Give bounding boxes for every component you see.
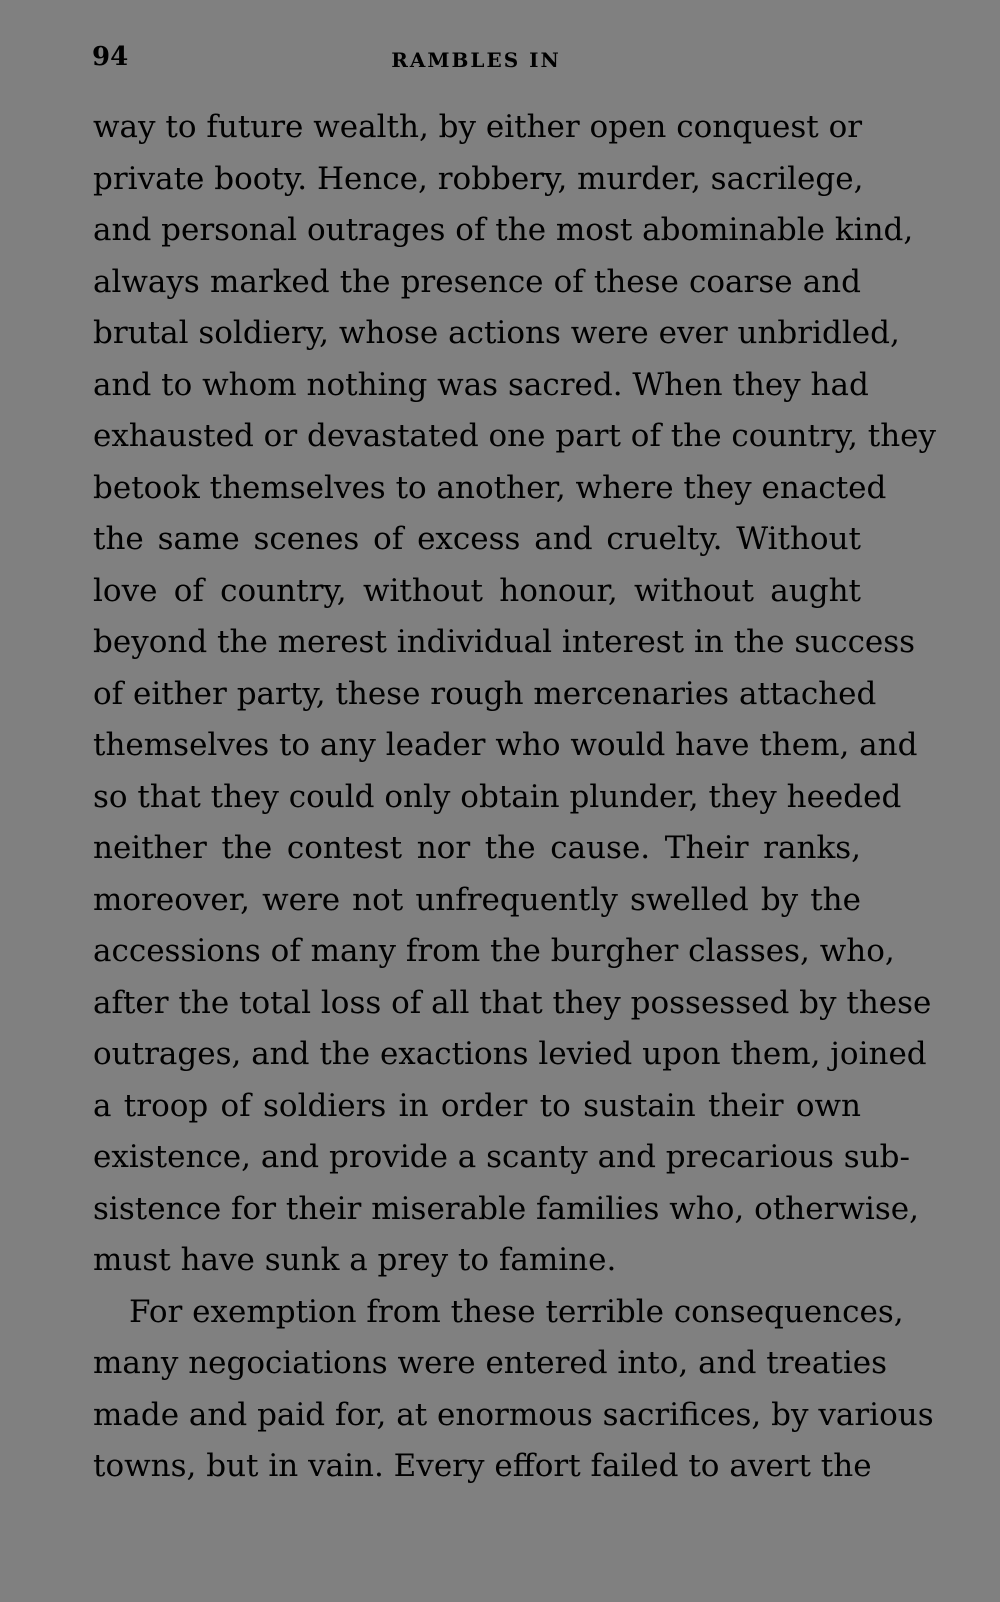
text-line: themselves to any leader who would have them, and	[93, 727, 918, 763]
text-line: many negociations were entered into, and treaties	[93, 1345, 888, 1381]
text-line: of either party, these rough mercenaries attached	[93, 675, 877, 712]
text-line: the same scenes of excess and cruelty. Without	[93, 521, 861, 557]
text-line: exhausted or devastated one part of the country, they	[93, 418, 937, 454]
text-line: and to whom nothing was sacred. When they had	[93, 366, 869, 403]
text-line: existence, and provide a scanty and precarious sub-	[93, 1139, 910, 1175]
text-line: a troop of soldiers in order to sustain their own	[93, 1087, 861, 1124]
text-line: way to future wealth, by either open conquest or	[93, 109, 863, 145]
running-title: RAMBLES IN	[391, 48, 561, 72]
text-line: betook themselves to another, where they enacted	[93, 469, 887, 506]
text-line: love of country, without honour, without aught	[93, 572, 861, 609]
text-line: after the total loss of all that they possessed by these	[93, 984, 932, 1021]
text-line: brutal soldiery, whose actions were ever unbridled,	[93, 315, 900, 351]
text-line: beyond the merest individual interest in the success	[93, 624, 916, 660]
text-line: neither the contest nor the cause. Their ranks,	[93, 830, 861, 866]
text-line: moreover, were not unfrequently swelled by the	[93, 881, 861, 918]
text-line: so that they could only obtain plunder, they heeded	[93, 778, 902, 815]
text-line: and personal outrages of the most abominable kind,	[93, 212, 914, 248]
page-header	[92, 42, 860, 78]
text-line: private booty. Hence, robbery, murder, sacrilege,	[93, 160, 864, 197]
paragraph-2	[93, 1287, 934, 1493]
text-line: For exemption from these terrible consequences,	[129, 1293, 904, 1330]
text-line: towns, but in vain. Every effort failed to avert the	[93, 1448, 872, 1484]
body-text	[93, 102, 937, 1493]
text-line: outrages, and the exactions levied upon them, joined	[93, 1036, 927, 1072]
text-line: must have sunk a prey to famine.	[93, 1242, 617, 1278]
text-line: always marked the presence of these coarse and	[93, 263, 861, 300]
paragraph-1	[93, 102, 937, 1287]
text-line: made and paid for, at enormous sacrifices, by various	[93, 1396, 934, 1433]
text-line: sistence for their miserable families who, otherwise,	[93, 1190, 919, 1227]
text-line: accessions of many from the burgher classes, who,	[93, 933, 895, 969]
page-number: 94	[92, 42, 129, 72]
